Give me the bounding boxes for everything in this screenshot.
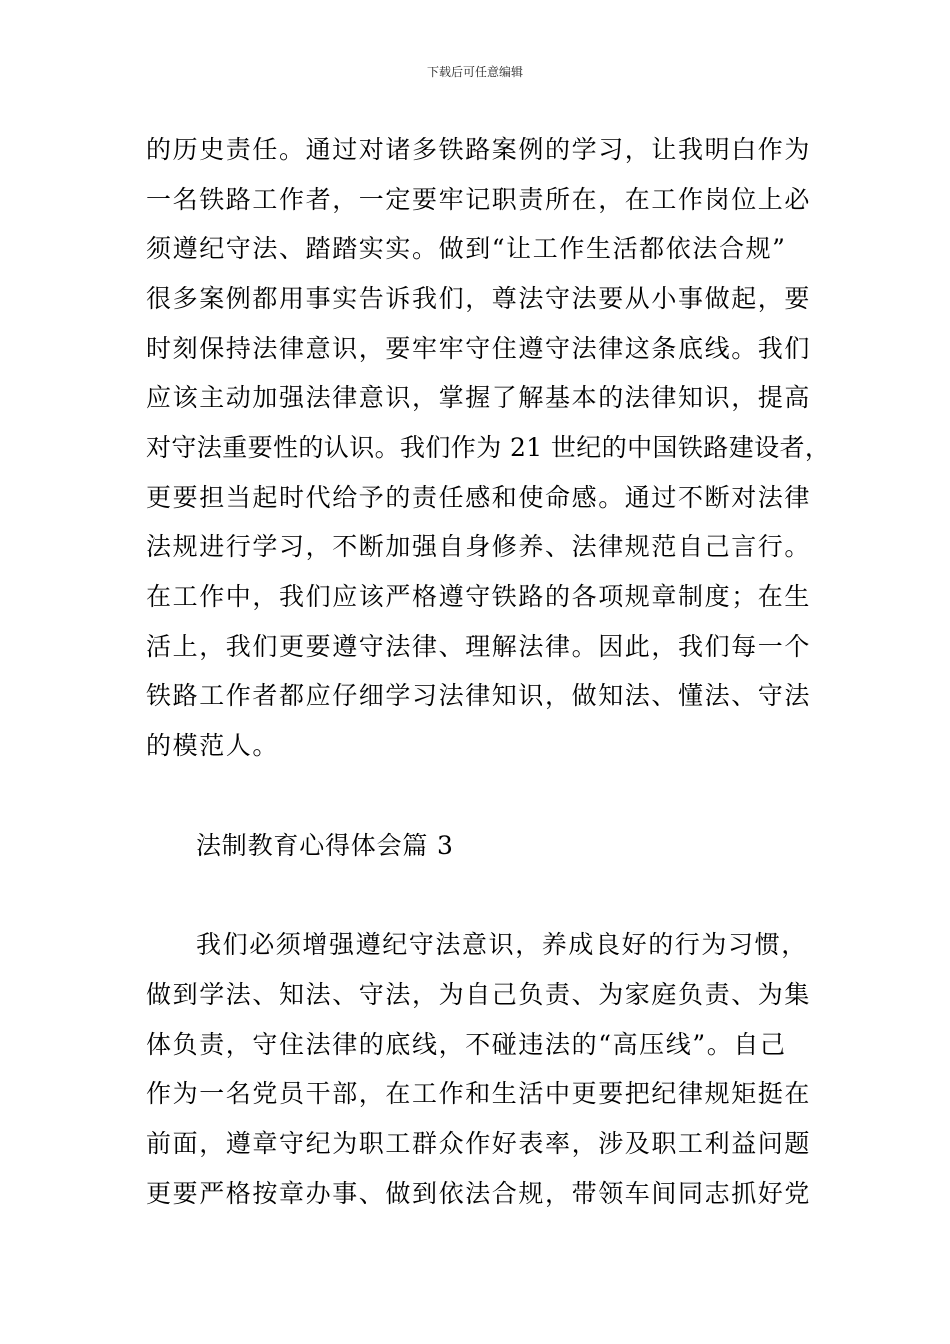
paragraph-line: 活上，我们更要遵守法律、理解法律。因此，我们每一个: [146, 632, 812, 661]
paragraph-line: 更要严格按章办事、做到依法合规，带领车间同志抓好党: [146, 1179, 812, 1208]
paragraph-line: 更要担当起时代给予的责任感和使命感。通过不断对法律: [146, 483, 812, 512]
paragraph-line: 很多案例都用事实告诉我们，尊法守法要从小事做起，要: [146, 284, 812, 313]
paragraph-line: 做到学法、知法、守法，为自己负责、为家庭负责、为集: [146, 980, 812, 1009]
paragraph-line: 法规进行学习，不断加强自身修养、法律规范自己言行。: [146, 532, 812, 561]
paragraph-line: 一名铁路工作者，一定要牢记职责所在，在工作岗位上必: [146, 185, 812, 214]
section-title: 法制教育心得体会篇 3: [196, 831, 454, 860]
paragraph-line: 对守法重要性的认识。我们作为 21 世纪的中国铁路建设者，: [146, 433, 831, 462]
paragraph-line: 铁路工作者都应仔细学习法律知识，做知法、懂法、守法: [146, 681, 812, 710]
paragraph-line: 时刻保持法律意识，要牢牢守住遵守法律这条底线。我们: [146, 334, 812, 363]
page-header: 下载后可任意编辑: [426, 65, 523, 79]
paragraph-line: 的模范人。: [146, 731, 280, 760]
paragraph-line: 体负责，守住法律的底线，不碰违法的“高压线”。自己: [146, 1030, 787, 1059]
paragraph-line: 的历史责任。通过对诸多铁路案例的学习，让我明白作为: [146, 135, 812, 164]
paragraph-line: 须遵纪守法、踏踏实实。做到“让工作生活都依法合规”: [146, 234, 787, 263]
paragraph-line: 应该主动加强法律意识，掌握了解基本的法律知识，提高: [146, 383, 812, 412]
paragraph-line: 我们必须增强遵纪守法意识，养成良好的行为习惯，: [196, 930, 808, 959]
paragraph-line: 前面，遵章守纪为职工群众作好表率，涉及职工利益问题: [146, 1129, 812, 1158]
paragraph-line: 作为一名党员干部，在工作和生活中更要把纪律规矩挺在: [146, 1079, 812, 1108]
paragraph-line: 在工作中，我们应该严格遵守铁路的各项规章制度；在生: [146, 582, 812, 611]
